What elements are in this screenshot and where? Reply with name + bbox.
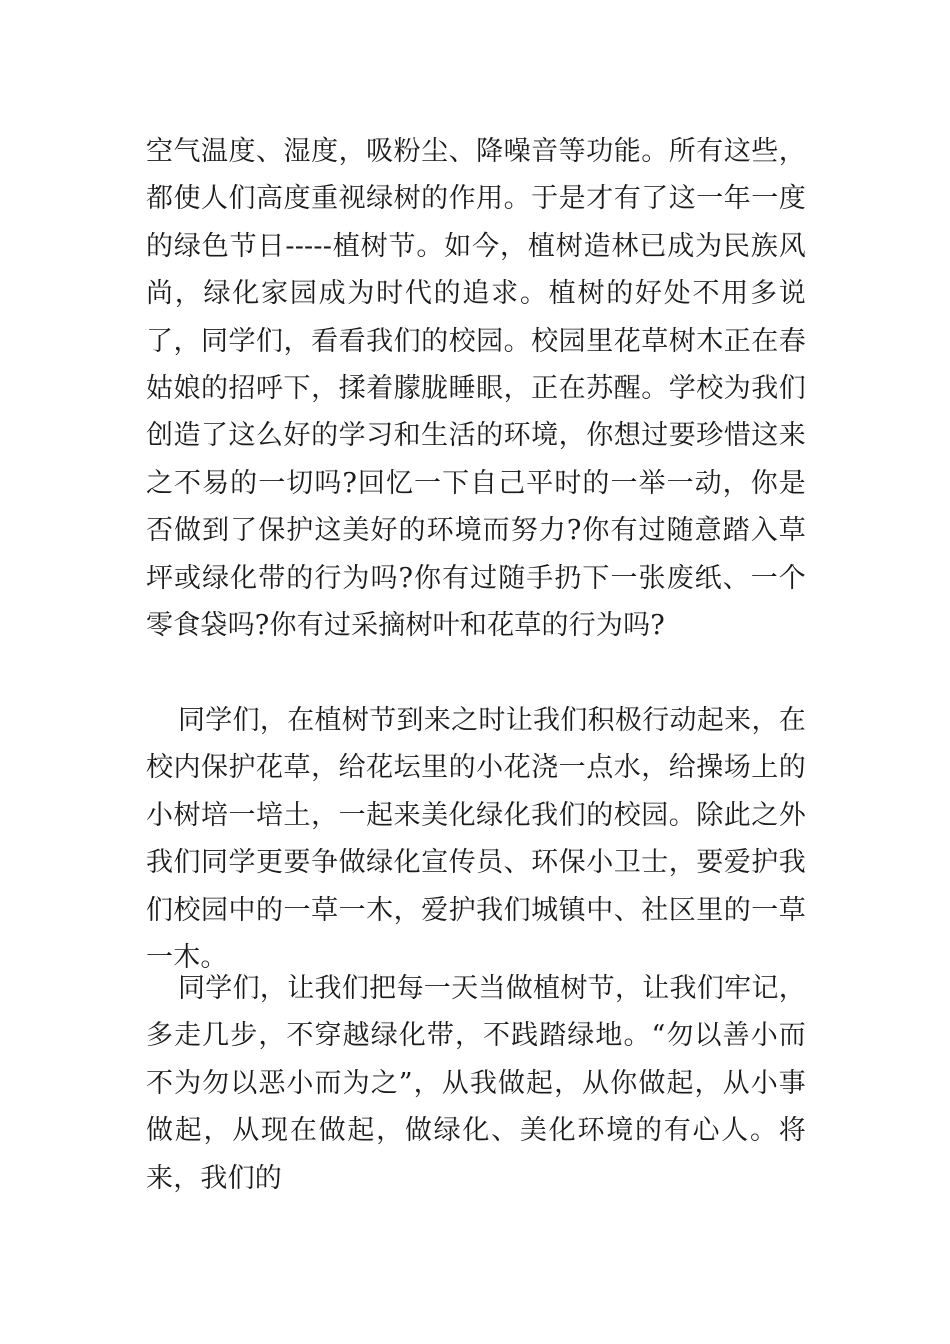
paragraph-3: 同学们，让我们把每一天当做植树节，让我们牢记，多走几步，不穿越绿化带，不践踏绿地。“勿以善小而不为勿以恶小而为之”，从我做起，从你做起，从小事做起，从现在做起，做绿化、美化环境的有心人。将来，我们的 bbox=[146, 973, 806, 1194]
paragraph-1: 空气温度、湿度，吸粉尘、降噪音等功能。所有这些，都使人们高度重视绿树的作用。于是才有了这一年一度的绿色节日-----植树节。如今，植树造林已成为民族风尚，绿化家园成为时代的追求。植树的好处不用多说了，同学们，看看我们的校园。校园里花草树木正在春姑娘的招呼下，揉着朦胧睡眼，正在苏醒。学校为我们创造了这么好的学习和生活的环境，你想过要珍惜这来之不易的一切吗?回忆一下自己平时的一举一动，你是否做到了保护这美好的环境而努力?你有过随意踏入草坪或绿化带的行为吗?你有过随手扔下一张废纸、一个零食袋吗?你有过采摘树叶和花草的行为吗? bbox=[146, 136, 806, 642]
paragraph-2: 同学们，在植树节到来之时让我们积极行动起来，在校内保护花草，给花坛里的小花浇一点水，给操场上的小树培一培土，一起来美化绿化我们的校园。除此之外我们同学更要争做绿化宣传员、环保小卫士，要爱护我们校园中的一草一木，爱护我们城镇中、社区里的一草一木。 bbox=[146, 705, 806, 974]
